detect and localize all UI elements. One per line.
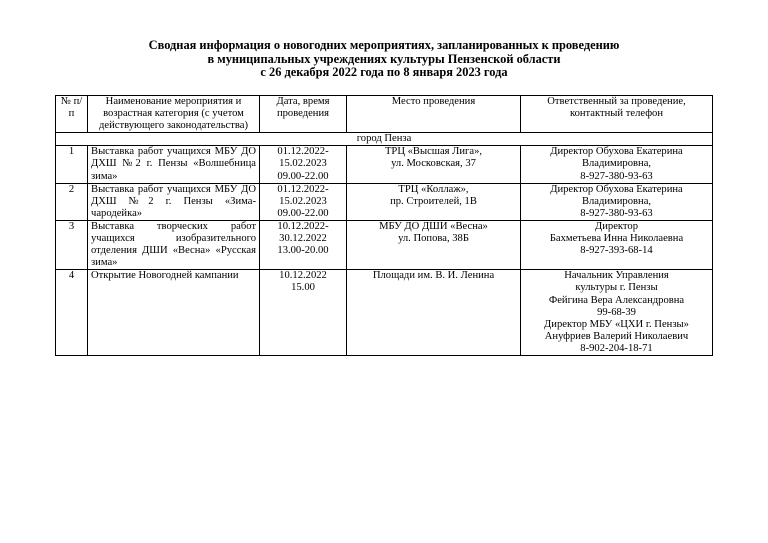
event-date-line: 30.12.2022 — [279, 233, 327, 245]
event-place-line: ул. Попова, 38Б — [398, 233, 469, 245]
event-responsible — [521, 183, 713, 220]
event-place-line: МБУ ДО ДШИ «Весна» — [379, 220, 488, 232]
table-row — [56, 183, 713, 220]
event-responsible-line: Владимировна, — [581, 158, 652, 170]
event-date-line: 01.12.2022- — [277, 146, 329, 158]
event-place-line: Площади им. В. И. Ленина — [372, 270, 495, 282]
table-row — [56, 270, 713, 356]
event-responsible-line: Бахметьева Инна Николаевна — [549, 233, 684, 245]
heading-line-3: с 26 декабря 2022 года по 8 января 2023 года — [260, 65, 508, 80]
event-date — [260, 220, 347, 269]
event-date — [260, 270, 347, 356]
event-date-line: 13.00-20.00 — [277, 245, 329, 257]
header-name: Наименование мероприятия и возрастная категория (с учетом действующего законодательства) — [88, 96, 260, 133]
heading-line-1: Сводная информация о новогодних мероприятиях, запланированных к проведению — [148, 38, 620, 52]
event-responsible-line: культуры г. Пензы — [575, 282, 658, 294]
event-date-line: 15.02.2023 — [279, 195, 327, 207]
event-date-line: 15.02.2023 — [279, 158, 327, 170]
event-responsible-line: 8-902-204-18-71 — [580, 342, 653, 354]
header-place: Место проведения — [347, 96, 521, 133]
event-place — [347, 270, 521, 356]
event-responsible-line: 8-927-393-68-14 — [580, 245, 653, 257]
row-number: 2 — [56, 183, 88, 220]
header-date: Дата, время проведения — [260, 96, 347, 133]
event-place — [347, 146, 521, 183]
event-place-line: ТРЦ «Коллаж», — [398, 183, 469, 195]
event-date-line: 09.00-22.00 — [277, 170, 329, 182]
event-place-line: ТРЦ «Высшая Лига», — [384, 146, 483, 158]
event-responsible-line: Директор Обухова Екатерина — [550, 183, 683, 195]
table-row — [56, 220, 713, 269]
document-heading — [0, 39, 768, 80]
event-name: Выставка работ учащихся МБУ ДО ДХШ №2 г. Пензы «Волшебница зима» — [88, 146, 260, 183]
event-responsible — [521, 220, 713, 269]
event-place — [347, 183, 521, 220]
event-name: Выставка работ учащихся МБУ ДО ДХШ №2 г. Пензы «Зима-чародейка» — [88, 183, 260, 220]
event-responsible-line: 99-68-39 — [597, 306, 636, 318]
row-number: 3 — [56, 220, 88, 269]
event-date-line: 10.12.2022 — [279, 270, 327, 282]
table-row — [56, 146, 713, 183]
event-date-line: 10.12.2022- — [277, 220, 329, 232]
event-date-line: 15.00 — [291, 282, 315, 294]
event-name: Открытие Новогодней кампании — [88, 270, 260, 356]
event-place-line: пр. Строителей, 1В — [390, 195, 477, 207]
event-place-line: ул. Московская, 37 — [391, 158, 476, 170]
header-responsible: Ответственный за проведение, контактный телефон — [521, 96, 713, 133]
heading-line-2: в муниципальных учреждениях культуры Пензенской области — [207, 51, 561, 66]
event-date-line: 01.12.2022- — [277, 183, 329, 195]
event-responsible — [521, 270, 713, 356]
event-name: Выставка творческих работ учащихся изобразительного отделения ДШИ «Весна» «Русская зима» — [88, 220, 260, 269]
event-place — [347, 220, 521, 269]
events-table — [55, 95, 713, 356]
event-responsible-line: Владимировна, — [581, 195, 652, 207]
event-responsible-line: Начальник Управления — [564, 270, 669, 282]
event-date — [260, 146, 347, 183]
row-number: 4 — [56, 270, 88, 356]
event-responsible-line: 8-927-380-93-63 — [580, 170, 653, 182]
table-header-row — [56, 96, 713, 133]
event-responsible-line: Директор МБУ «ЦХИ г. Пензы» — [544, 318, 689, 330]
event-responsible-line: 8-927-380-93-63 — [580, 207, 653, 219]
header-num: № п/п — [56, 96, 88, 133]
event-responsible-line: Ануфриев Валерий Николаевич — [544, 330, 689, 342]
event-responsible — [521, 146, 713, 183]
event-date — [260, 183, 347, 220]
event-responsible-line: Директор — [595, 220, 638, 232]
city-name: город Пенза — [56, 133, 713, 146]
event-date-line: 09.00-22.00 — [277, 207, 329, 219]
row-number: 1 — [56, 146, 88, 183]
event-responsible-line: Фейгина Вера Александровна — [548, 294, 685, 306]
city-row — [56, 133, 713, 146]
event-responsible-line: Директор Обухова Екатерина — [550, 146, 683, 158]
